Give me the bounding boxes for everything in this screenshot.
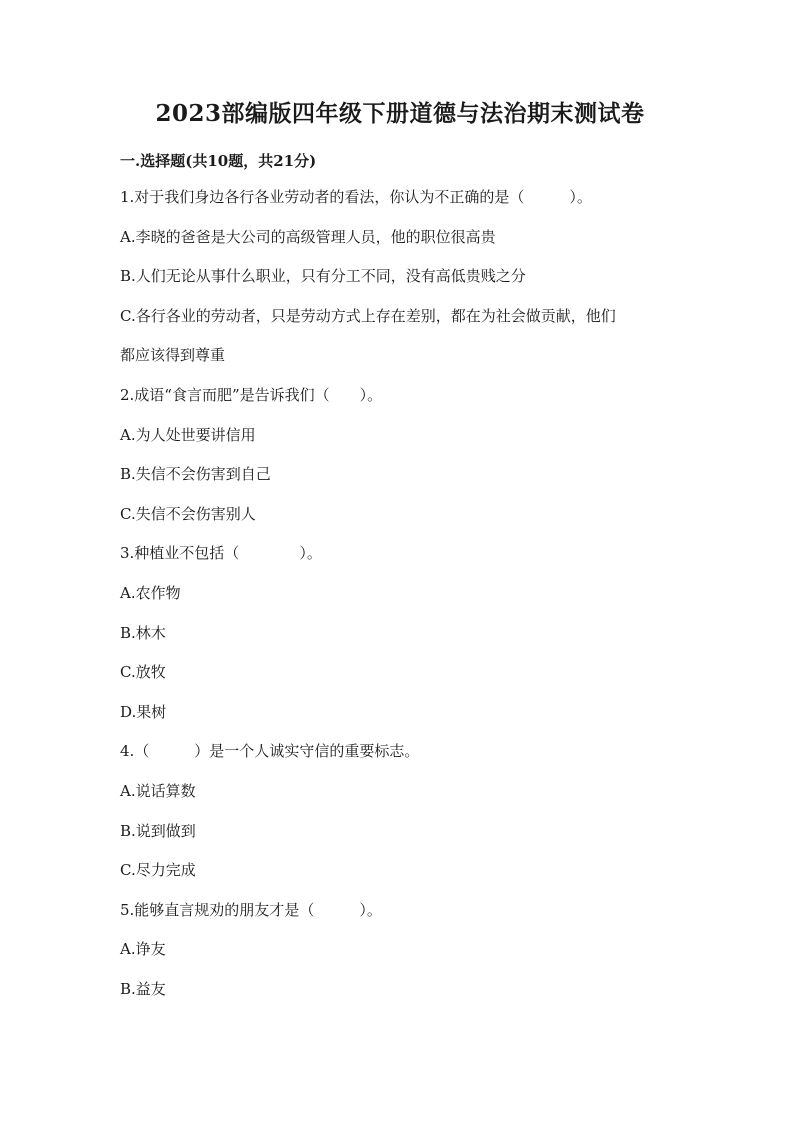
page-title: 2023部编版四年级下册道德与法治期末测试卷 — [155, 100, 645, 127]
question-2-option-c: C.失信不会伤害别人 — [120, 504, 256, 523]
question-3-option-b: B.林木 — [120, 623, 166, 642]
question-3-option-c: C.放牧 — [120, 663, 166, 682]
question-2-option-b: B.失信不会伤害到自己 — [120, 465, 271, 484]
section-heading: 一.选择题(共10题，共21分) — [120, 152, 317, 170]
question-1-stem: 1.对于我们身边各行各业劳动者的看法，你认为不正确的是（ ）。 — [120, 188, 592, 206]
question-5-stem: 5.能够直言规劝的朋友才是（ ）。 — [120, 900, 382, 919]
question-1-option-a: A.李晓的爸爸是大公司的高级管理人员，他的职位很高贵 — [120, 227, 496, 246]
question-4-option-c: C.尽力完成 — [120, 861, 196, 880]
question-1-option-b: B.人们无论从事什么职业，只有分工不同，没有高低贵贱之分 — [120, 267, 526, 286]
question-3-option-a: A.农作物 — [120, 583, 181, 602]
question-4-option-a: A.说话算数 — [120, 781, 196, 800]
question-3-option-d: D.果树 — [120, 702, 167, 721]
question-5-option-b: B.益友 — [120, 979, 166, 998]
question-2-option-a: A.为人处世要讲信用 — [120, 425, 256, 444]
question-1-option-c-continued: 都应该得到尊重 — [120, 346, 226, 365]
question-4-option-b: B.说到做到 — [120, 821, 196, 840]
question-list — [120, 186, 680, 1017]
question-1-option-c: C.各行各业的劳动者，只是劳动方式上存在差别，都在为社会做贡献，他们 — [120, 306, 616, 325]
question-4-stem: 4.（ ）是一个人诚实守信的重要标志。 — [120, 742, 420, 761]
question-5-option-a: A.诤友 — [120, 940, 166, 959]
question-3-stem: 3.种植业不包括（ ）。 — [120, 544, 322, 563]
question-2-stem: 2.成语“食言而肥”是告诉我们（ ）。 — [120, 385, 383, 404]
